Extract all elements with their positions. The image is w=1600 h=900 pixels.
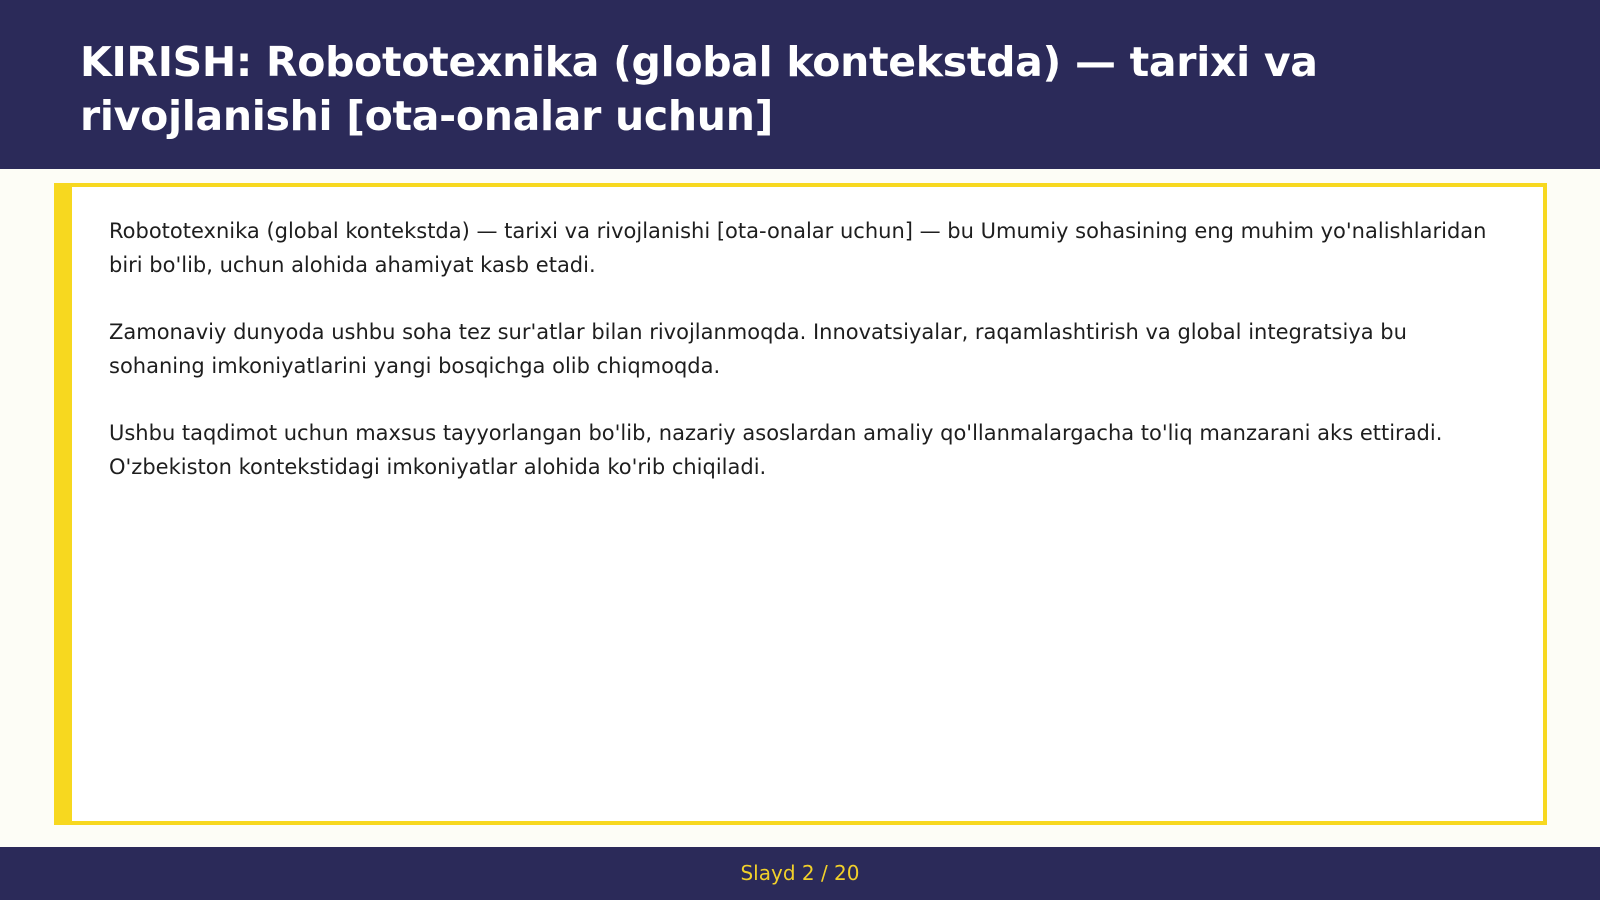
paragraph-modern-world: Zamonaviy dunyoda ushbu soha tez sur'atlar bilan rivojlanmoqda. Innovatsiyalar, raqamlashtirish va global integratsiya bu sohaning imkoniyatlarini yangi bosqichga olib chiqmoqda.: [109, 320, 1407, 378]
slide-header: [0, 0, 1600, 169]
slide-title: KIRISH: Robototexnika (global kontekstda) — tarixi va rivojlanishi [ota-onalar uchun]: [80, 38, 1318, 140]
content-text: [109, 214, 1509, 517]
paragraph-presentation: Ushbu taqdimot uchun maxsus tayyorlangan bo'lib, nazariy asoslardan amaliy qo'llanmalargacha to'liq manzarani aks ettiradi. O'zbekiston kontekstidagi imkoniyatlar alohida ko'rib chiqiladi.: [109, 421, 1443, 479]
slide-footer: [0, 847, 1600, 900]
paragraph-intro: Robototexnika (global kontekstda) — tarixi va rivojlanishi [ota-onalar uchun] — bu Umumiy sohasining eng muhim yo'nalishlaridan biri bo'lib, uchun alohida ahamiyat kasb etadi.: [109, 219, 1487, 277]
slide-number: Slayd 2 / 20: [740, 861, 860, 885]
content-box: [54, 183, 1547, 825]
